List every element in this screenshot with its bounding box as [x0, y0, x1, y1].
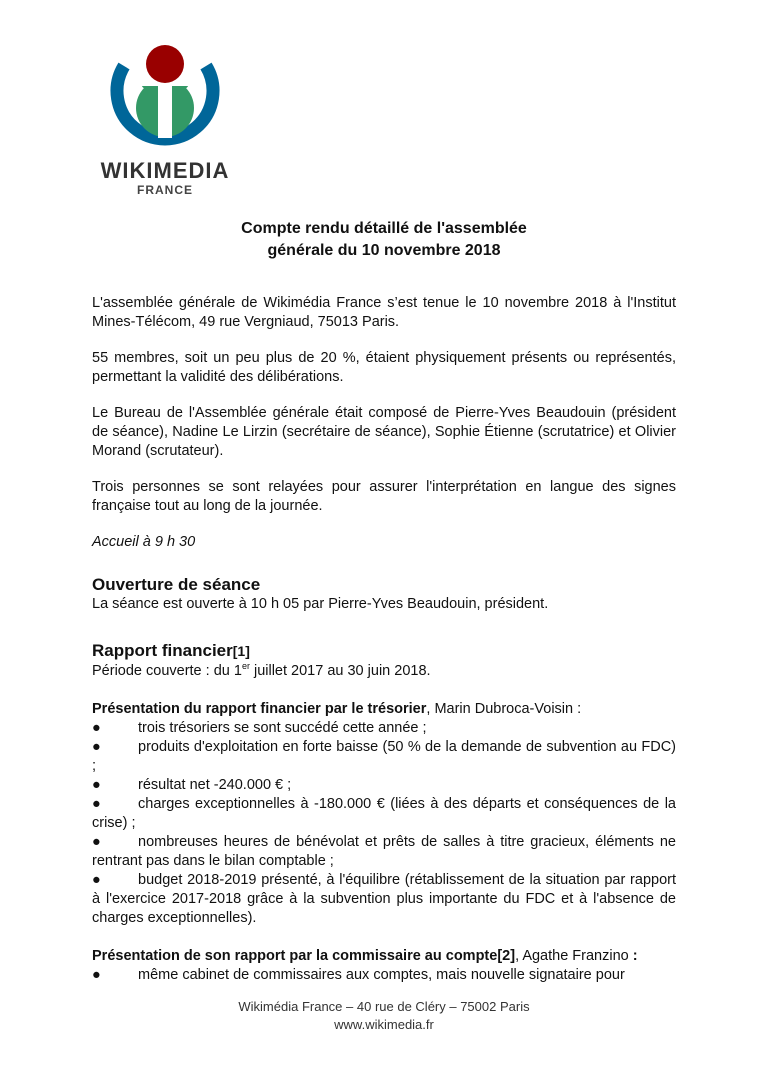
list-item	[92, 966, 676, 985]
tresorier-list	[92, 719, 676, 928]
period-before: Période couverte : du 1	[92, 663, 242, 679]
title-line-1: Compte rendu détaillé de l'assemblée	[241, 220, 527, 237]
logo-wordmark: WIKIMEDIA	[100, 158, 230, 183]
period-after: juillet 2017 au 30 juin 2018.	[249, 663, 431, 679]
accueil-time: Accueil à 9 h 30	[92, 534, 196, 550]
tresorier-intro	[92, 700, 676, 719]
paragraph-bureau: Le Bureau de l'Assemblée générale était composé de Pierre-Yves Beaudouin (président de séance), Nadine Le Lirzin (secrétaire de séance), Sophie Étienne (scrutatrice) et Olivier Morand (scrutateur).	[92, 405, 676, 459]
footnote-link-2[interactable]: [2]	[497, 948, 516, 964]
list-item-text: nombreuses heures de bénévolat et prêts de salles à titre gracieux, éléments ne rentrant pas dans le bilan comptable ;	[92, 834, 676, 869]
footer-website-link[interactable]: www.wikimedia.fr	[334, 1017, 434, 1032]
paragraph-interpretation: Trois personnes se sont relayées pour assurer l'interprétation en langue des signes française tout au long de la journée.	[92, 479, 676, 514]
heading-rapport-financier	[92, 640, 676, 662]
page-footer	[0, 998, 768, 1034]
commissaire-intro	[92, 947, 676, 966]
tresorier-lead: Présentation du rapport financier par le trésorier	[92, 701, 427, 717]
footer-address: Wikimédia France – 40 rue de Cléry – 75002 Paris	[238, 999, 530, 1014]
list-item-text: charges exceptionnelles à -180.000 € (liées à des départs et conséquences de la crise) ;	[92, 796, 676, 831]
period-sup: er	[241, 661, 250, 672]
paragraph-members: 55 membres, soit un peu plus de 20 %, étaient physiquement présents ou représentés, permettant la validité des délibérations.	[92, 350, 676, 385]
bullet-icon: ●	[92, 872, 101, 888]
bullet-icon: ●	[92, 720, 101, 736]
paragraph-intro: L'assemblée générale de Wikimédia France s’est tenue le 10 novembre 2018 à l'Institut Mines-Télécom, 49 rue Vergniaud, 75013 Paris.	[92, 295, 676, 330]
period-covered	[92, 662, 676, 681]
document-title	[0, 218, 768, 262]
list-item-text: produits d'exploitation en forte baisse (50 % de la demande de subvention au FDC) ;	[92, 739, 676, 774]
commissaire-lead: Présentation de son rapport par la commissaire au compte	[92, 948, 498, 964]
ouverture-text: La séance est ouverte à 10 h 05 par Pierre-Yves Beaudouin, président.	[92, 596, 549, 612]
list-item	[92, 795, 676, 833]
bullet-icon: ●	[92, 834, 101, 850]
list-item	[92, 738, 676, 776]
footnote-link-1[interactable]: [1]	[232, 643, 250, 659]
list-item	[92, 776, 676, 795]
heading-ouverture: Ouverture de séance	[92, 575, 261, 594]
list-item	[92, 871, 676, 928]
commissaire-rest: , Agathe Franzino	[515, 948, 633, 964]
wikimedia-france-logo	[90, 44, 240, 204]
bullet-icon: ●	[92, 777, 101, 793]
bullet-icon: ●	[92, 967, 101, 983]
document-body	[92, 294, 676, 985]
title-line-2: générale du 10 novembre 2018	[267, 242, 501, 259]
commissaire-list	[92, 966, 676, 985]
list-item-text: trois trésoriers se sont succédé cette année ;	[138, 720, 427, 736]
heading-rapport-label: Rapport financier	[92, 641, 233, 660]
tresorier-rest: , Marin Dubroca-Voisin :	[426, 701, 582, 717]
commissaire-colon: :	[632, 948, 638, 964]
list-item-text: budget 2018-2019 présenté, à l'équilibre (rétablissement de la situation par rapport à l'exercice 2017-2018 grâce à la subvention plus importante du FDC et à l'absence de charges exceptionnelles).	[92, 872, 676, 926]
list-item-text: même cabinet de commissaires aux comptes, mais nouvelle signataire pour	[138, 967, 625, 983]
bullet-icon: ●	[92, 796, 101, 812]
logo-country: FRANCE	[137, 183, 193, 197]
list-item-text: résultat net -240.000 € ;	[138, 777, 292, 793]
bullet-icon: ●	[92, 739, 101, 755]
list-item	[92, 833, 676, 871]
list-item	[92, 719, 676, 738]
wikimedia-logo-icon	[108, 44, 222, 156]
